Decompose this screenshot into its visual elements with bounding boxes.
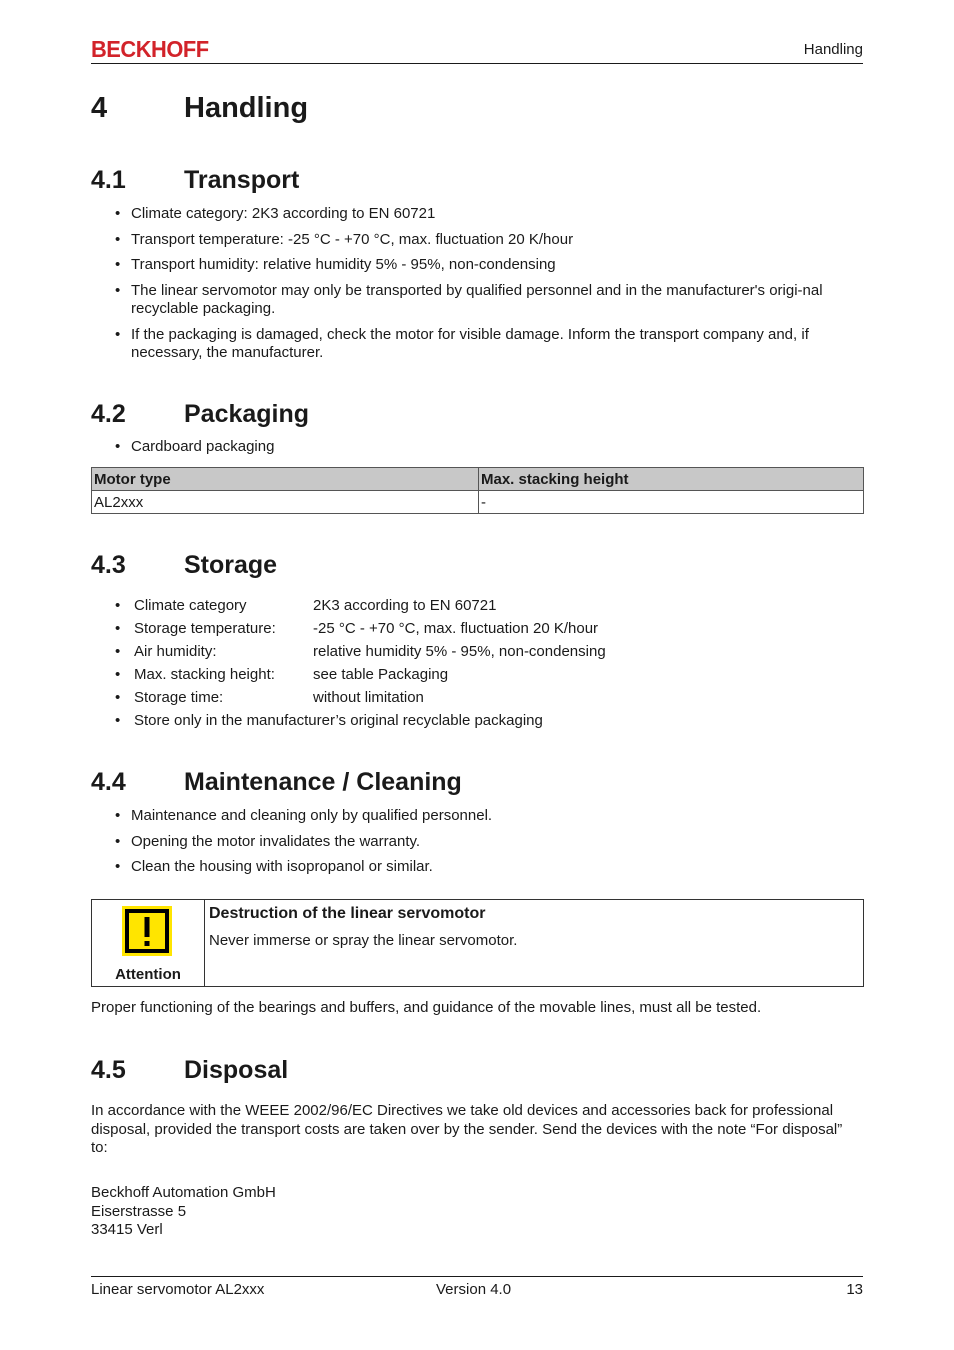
list-item: • Opening the motor invalidates the warranty. xyxy=(91,833,863,852)
attention-sidebar xyxy=(92,900,205,986)
list-item: • Climate category: 2K3 according to EN 60721 xyxy=(91,205,863,224)
header-rule xyxy=(91,63,863,64)
storage-heading xyxy=(91,551,863,585)
attention-title: Destruction of the linear servomotor xyxy=(209,905,486,922)
list-item xyxy=(91,617,863,640)
storage-value: 2K3 according to EN 60721 xyxy=(313,597,497,614)
maintenance-number: 4.4 xyxy=(91,768,126,796)
disposal-address xyxy=(91,1184,491,1240)
address-line: 33415 Verl xyxy=(91,1221,163,1238)
storage-key: • Climate category xyxy=(134,597,247,614)
storage-key: • Air humidity: xyxy=(134,643,217,660)
transport-heading xyxy=(91,166,863,200)
packaging-table xyxy=(91,467,864,514)
storage-title: Storage xyxy=(184,551,278,579)
table-header-row xyxy=(92,468,864,491)
chapter-heading xyxy=(91,92,863,126)
transport-number: 4.1 xyxy=(91,166,126,194)
table-cell: AL2xxx xyxy=(92,491,479,514)
storage-value: relative humidity 5% - 95%, non-condensing xyxy=(313,643,606,660)
table-header-cell: Max. stacking height xyxy=(479,468,864,491)
storage-key: • Max. stacking height: xyxy=(134,666,275,683)
disposal-paragraph: In accordance with the WEEE 2002/96/EC Directives we take old devices and accessories back for professional disposal, provided the transport costs are taken over by the sender. Send the devices with the note “For disposal” to: xyxy=(91,1102,843,1156)
table-cell: - xyxy=(479,491,864,514)
transport-list xyxy=(91,205,863,363)
chapter-number: 4 xyxy=(91,92,108,124)
maintenance-note: Proper functioning of the bearings and buffers, and guidance of the movable lines, must all be tested. xyxy=(91,999,762,1016)
storage-value: without limitation xyxy=(313,689,424,706)
packaging-title: Packaging xyxy=(184,400,310,428)
maintenance-title: Maintenance / Cleaning xyxy=(184,768,462,796)
list-item: • The linear servomotor may only be transported by qualified personnel and in the manufacturer's origi-nal recyclable packaging. xyxy=(91,282,863,319)
list-item: • Store only in the manufacturer’s original recyclable packaging xyxy=(91,709,863,732)
list-item: • Clean the housing with isopropanol or similar. xyxy=(91,858,863,877)
attention-box xyxy=(91,899,864,987)
list-item: • Maintenance and cleaning only by qualified personnel. xyxy=(91,807,863,826)
packaging-list xyxy=(91,438,863,457)
maintenance-heading xyxy=(91,768,863,802)
list-item: • If the packaging is damaged, check the motor for visible damage. Inform the transport company and, if necessary, the manufacturer. xyxy=(91,326,863,363)
chapter-title: Handling xyxy=(184,92,309,124)
list-item: • Transport humidity: relative humidity 5% - 95%, non-condensing xyxy=(91,256,863,275)
footer-version: Version 4.0 xyxy=(436,1281,512,1298)
storage-value: -25 °C - +70 °C, max. fluctuation 20 K/hour xyxy=(313,620,599,637)
attention-text: Never immerse or spray the linear servomotor. xyxy=(209,932,518,949)
footer-page-number: 13 xyxy=(846,1281,863,1298)
address-line: Beckhoff Automation GmbH xyxy=(91,1184,276,1201)
list-item xyxy=(91,663,863,686)
list-item xyxy=(91,686,863,709)
list-item xyxy=(91,594,863,617)
disposal-title: Disposal xyxy=(184,1056,289,1084)
header-section-title: Handling xyxy=(803,41,863,58)
transport-title: Transport xyxy=(184,166,300,194)
address-line: Eiserstrasse 5 xyxy=(91,1202,187,1220)
disposal-heading xyxy=(91,1056,863,1090)
storage-key: • Storage time: xyxy=(134,689,224,706)
table-header-cell: Motor type xyxy=(92,468,479,491)
packaging-heading xyxy=(91,400,863,434)
beckhoff-logo: BECKHOFF xyxy=(91,36,209,62)
warning-exclamation-icon xyxy=(122,906,172,956)
table-row xyxy=(92,491,864,514)
list-item xyxy=(91,640,863,663)
storage-number: 4.3 xyxy=(91,551,126,579)
attention-label: Attention xyxy=(115,966,181,983)
maintenance-list xyxy=(91,807,863,877)
storage-value: see table Packaging xyxy=(313,666,449,683)
packaging-number: 4.2 xyxy=(91,400,126,428)
disposal-number: 4.5 xyxy=(91,1056,126,1084)
footer-rule xyxy=(91,1276,863,1277)
storage-list xyxy=(91,594,863,732)
list-item: • Cardboard packaging xyxy=(91,438,863,457)
footer-product: Linear servomotor AL2xxx xyxy=(91,1281,265,1298)
storage-key: • Storage temperature: xyxy=(134,620,276,637)
list-item: • Transport temperature: -25 °C - +70 °C, max. fluctuation 20 K/hour xyxy=(91,231,863,250)
